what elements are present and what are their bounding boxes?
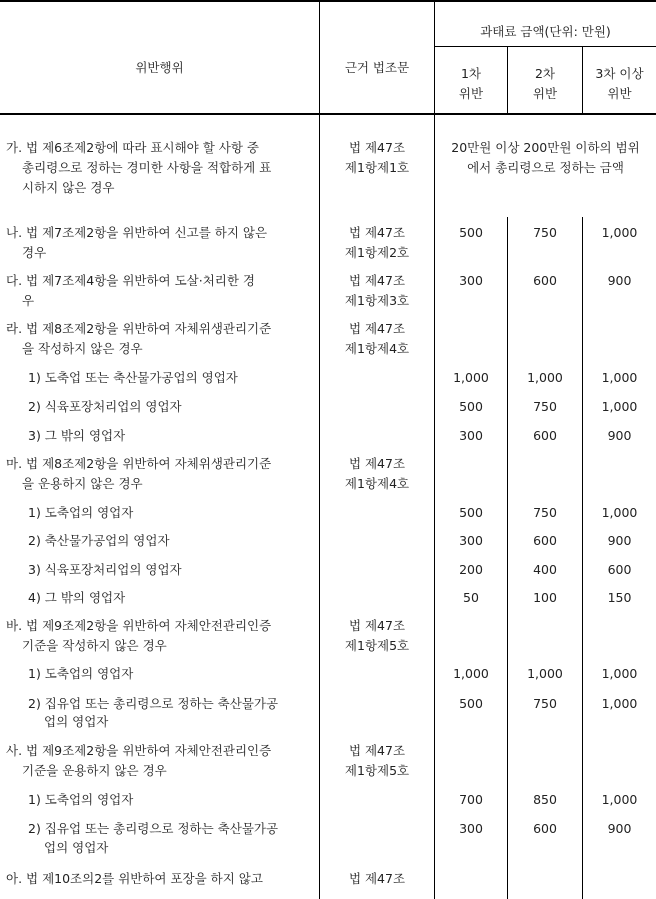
- amount-third: 1,000: [601, 696, 638, 711]
- header-second-2: 위반: [532, 86, 558, 101]
- row-text: 2) 집유업 또는 총리령으로 정하는 축산물가공: [28, 696, 279, 711]
- row-text: 기준을 운용하지 않은 경우: [22, 763, 167, 778]
- amount-second: 850: [533, 792, 557, 807]
- row-text: 2) 식육포장처리업의 영업자: [28, 399, 182, 414]
- row-basis: 제1항제5호: [344, 638, 410, 653]
- row-text: 아. 법 제10조의2를 위반하여 포장을 하지 않고: [6, 871, 263, 886]
- row-basis: 제1항제4호: [344, 476, 410, 491]
- amount-first: 200: [459, 562, 483, 577]
- amount-second: 750: [533, 696, 557, 711]
- amount-second: 750: [533, 399, 557, 414]
- row-basis: 제1항제1호: [344, 160, 410, 175]
- row-text: 2) 축산물가공업의 영업자: [28, 533, 170, 548]
- row-basis: 제1항제5호: [344, 763, 410, 778]
- row-text: 을 운용하지 않은 경우: [22, 476, 143, 491]
- amount-third: 1,000: [601, 370, 638, 385]
- header-second-1: 2차: [534, 66, 556, 81]
- row-text: 업의 영업자: [44, 714, 109, 729]
- row-basis: 법 제47조: [348, 618, 406, 633]
- row-text: 시하지 않은 경우: [22, 180, 115, 195]
- amount-second: 1,000: [527, 666, 563, 681]
- row-basis: 법 제47조: [348, 140, 406, 155]
- header-violation: 위반행위: [135, 60, 184, 75]
- row-basis: 법 제47조: [348, 273, 406, 288]
- amount-first: 500: [459, 505, 483, 520]
- amount-second: 600: [533, 273, 557, 288]
- amount-second: 600: [533, 821, 557, 836]
- merged-amount: 20만원 이상 200만원 이하의 범위: [451, 140, 640, 155]
- row-text: 경우: [22, 245, 47, 260]
- row-basis: 법 제47조: [348, 225, 406, 240]
- row-text: 1) 도축업의 영업자: [28, 666, 134, 681]
- header-amount: 과태료 금액(단위: 만원): [480, 24, 611, 39]
- table-top-border: [0, 0, 656, 2]
- amount-third: 900: [607, 428, 632, 443]
- amount-first: 500: [459, 399, 483, 414]
- row-text: 사. 법 제9조제2항을 위반하여 자체안전관리인증: [6, 743, 272, 758]
- header-basis: 근거 법조문: [344, 60, 410, 75]
- row-text: 1) 도축업의 영업자: [28, 505, 134, 520]
- amount-second: 600: [533, 533, 557, 548]
- header-divider: [0, 113, 656, 115]
- row-text: 기준을 작성하지 않은 경우: [22, 638, 167, 653]
- row-text: 4) 그 밖의 영업자: [28, 590, 126, 605]
- amount-third: 1,000: [601, 505, 638, 520]
- amount-first: 300: [459, 821, 483, 836]
- amount-first: 1,000: [453, 666, 489, 681]
- amount-third: 900: [607, 533, 632, 548]
- amount-first: 700: [459, 792, 483, 807]
- amount-second: 750: [533, 225, 557, 240]
- row-text: 나. 법 제7조제2항을 위반하여 신고를 하지 않은: [6, 225, 268, 240]
- col-divider-2: [434, 0, 435, 899]
- row-basis: 법 제47조: [348, 743, 406, 758]
- amount-second: 600: [533, 428, 557, 443]
- amount-third: 1,000: [601, 792, 638, 807]
- row-text: 다. 법 제7조제4항을 위반하여 도살·처리한 경: [6, 273, 255, 288]
- row-text: 3) 식육포장처리업의 영업자: [28, 562, 182, 577]
- row-text: 우: [22, 293, 35, 308]
- row-text: 3) 그 밖의 영업자: [28, 428, 126, 443]
- amount-header-divider: [434, 46, 656, 47]
- merged-amount: 에서 총리령으로 정하는 금액: [467, 160, 624, 175]
- amount-second: 400: [533, 562, 557, 577]
- amount-second: 1,000: [527, 370, 563, 385]
- row-text: 1) 도축업의 영업자: [28, 792, 134, 807]
- amount-third: 900: [607, 821, 632, 836]
- amount-third: 150: [607, 590, 632, 605]
- row-basis: 법 제47조: [348, 871, 406, 886]
- row-text: 라. 법 제8조제2항을 위반하여 자체위생관리기준: [6, 321, 272, 336]
- header-first-1: 1차: [460, 66, 482, 81]
- row-text: 2) 집유업 또는 총리령으로 정하는 축산물가공: [28, 821, 279, 836]
- row-text: 을 작성하지 않은 경우: [22, 341, 143, 356]
- row-basis: 법 제47조: [348, 321, 406, 336]
- row-text: 가. 법 제6조제2항에 따라 표시해야 할 사항 중: [6, 140, 259, 155]
- amount-second: 100: [533, 590, 557, 605]
- amount-third: 1,000: [601, 666, 638, 681]
- amount-third: 900: [607, 273, 632, 288]
- amount-first: 1,000: [453, 370, 489, 385]
- row-basis: 법 제47조: [348, 456, 406, 471]
- row-text: 마. 법 제8조제2항을 위반하여 자체위생관리기준: [6, 456, 272, 471]
- row-basis: 제1항제4호: [344, 341, 410, 356]
- amount-first: 300: [459, 428, 483, 443]
- amount-third: 600: [607, 562, 632, 577]
- row-basis: 제1항제2호: [344, 245, 410, 260]
- row-basis: 제1항제3호: [344, 293, 410, 308]
- row-text: 총리령으로 정하는 경미한 사항을 적합하게 표: [22, 160, 272, 175]
- header-third-1: 3차 이상: [595, 66, 644, 81]
- amount-third: 1,000: [601, 225, 638, 240]
- row-text: 바. 법 제9조제2항을 위반하여 자체안전관리인증: [6, 618, 272, 633]
- amount-third: 1,000: [601, 399, 638, 414]
- header-third-2: 위반: [607, 86, 632, 101]
- amount-first: 500: [459, 225, 483, 240]
- amount-second: 750: [533, 505, 557, 520]
- row-text: 1) 도축업 또는 축산물가공업의 영업자: [28, 370, 238, 385]
- header-first-2: 위반: [458, 86, 484, 101]
- row-text: 업의 영업자: [44, 840, 109, 855]
- amount-first: 300: [459, 273, 483, 288]
- amount-first: 500: [459, 696, 483, 711]
- amount-first: 300: [459, 533, 483, 548]
- amount-first: 50: [463, 590, 479, 605]
